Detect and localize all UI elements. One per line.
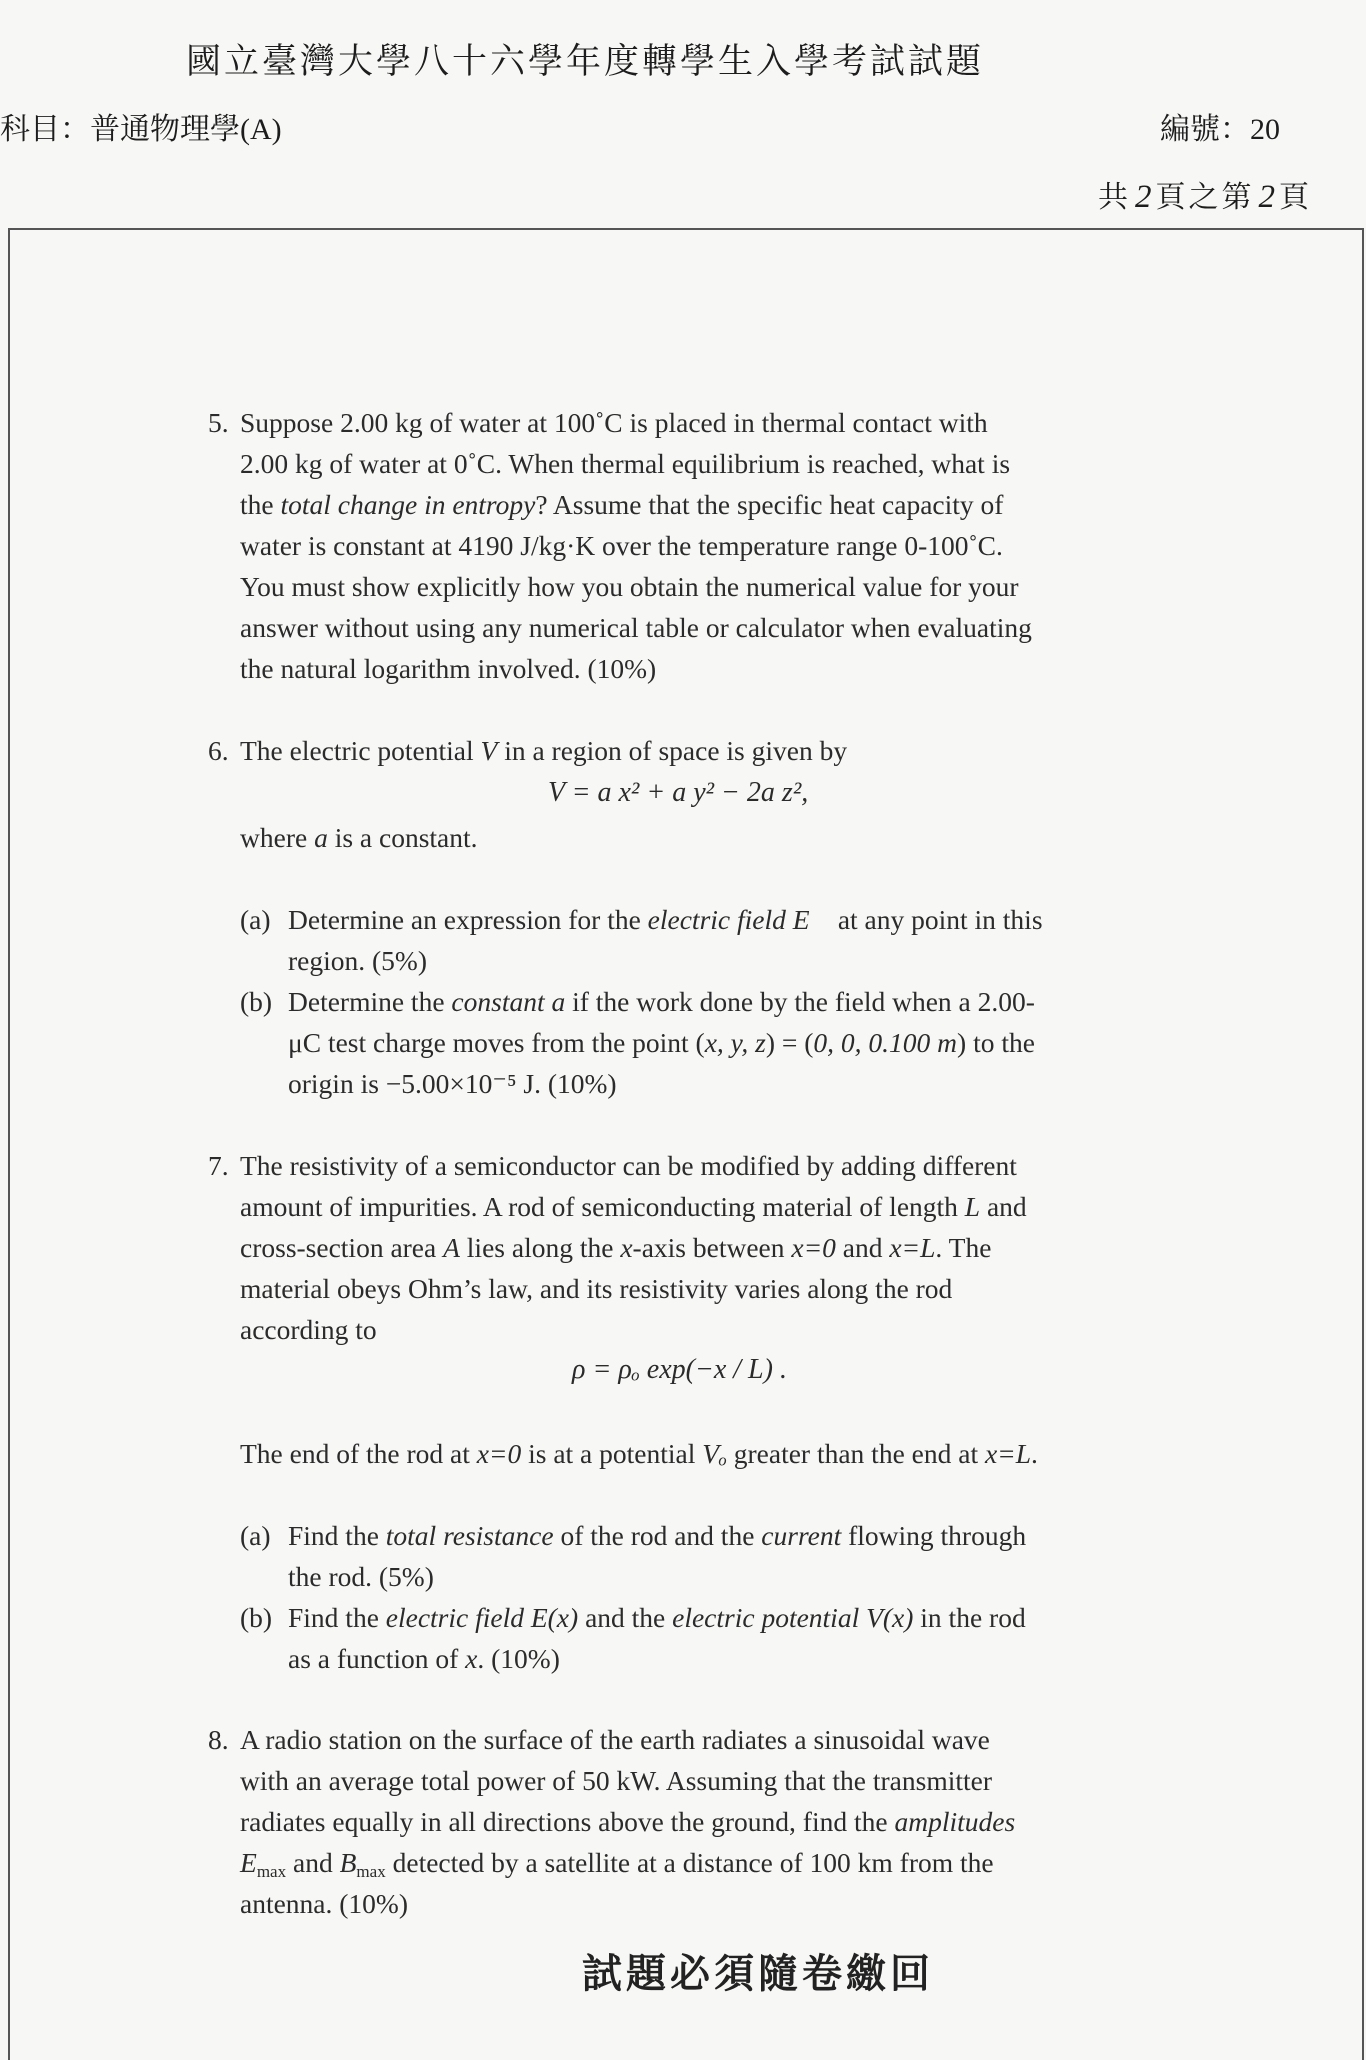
question-6 <box>0 731 1366 1111</box>
variable: B <box>339 1847 357 1878</box>
variable: 0, 0, 0.100 m <box>813 1027 958 1058</box>
question-line: answer without using any numerical table or calculator when evaluating <box>240 612 1032 643</box>
question-line: with an average total power of 50 kW. Assuming that the transmitter <box>240 1765 993 1796</box>
question-line <box>240 1228 991 1269</box>
text: and <box>835 1232 890 1263</box>
text: is at a potential <box>521 1438 703 1469</box>
question-line <box>288 1516 1026 1557</box>
return-notice: 試題必須隨卷繳回 <box>582 1951 934 1996</box>
subscript: max <box>356 1862 386 1882</box>
part-label: (b) <box>240 1602 273 1633</box>
emphasis: constant a <box>451 986 566 1017</box>
question-line <box>240 818 478 859</box>
question-line <box>240 1843 994 1884</box>
pages-suffix: 頁 <box>1279 181 1312 214</box>
question-line: origin is −5.00×10⁻⁵ J. (10%) <box>288 1068 617 1099</box>
text: The end of the rod at <box>240 1438 477 1469</box>
subject-label: 科目：普通物理學(A) <box>0 113 282 146</box>
question-8 <box>0 1720 1366 1930</box>
text: and the <box>578 1602 673 1633</box>
emphasis: current <box>761 1520 842 1551</box>
question-line: The resistivity of a semiconductor can be modified by adding different <box>240 1150 1017 1181</box>
pages-mid: 頁之第 <box>1155 181 1255 214</box>
text: ? <box>535 489 548 520</box>
text: radiates equally in all directions above the ground, find the <box>240 1806 895 1837</box>
text: lies along the <box>459 1232 621 1263</box>
text: ) = ( <box>765 1027 814 1058</box>
text: is a constant. <box>327 822 478 853</box>
page-indicator <box>1098 172 1312 216</box>
part-label: (b) <box>240 986 273 1017</box>
question-line: A radio station on the surface of the earth radiates a sinusoidal wave <box>240 1724 990 1755</box>
text: cross-section area <box>240 1232 444 1263</box>
variable: E <box>240 1847 257 1878</box>
variable: x=0 <box>476 1438 522 1469</box>
text: Find the <box>288 1602 386 1633</box>
question-line <box>288 1023 1035 1064</box>
question-line: water is constant at 4190 J/kg·K over the temperature range 0-100˚C. <box>240 530 1003 561</box>
text: . <box>1031 1438 1038 1469</box>
text: μC test charge moves from the point ( <box>288 1027 705 1058</box>
question-line: Suppose 2.00 kg of water at 100˚C is placed in thermal contact with <box>240 407 988 438</box>
text: Determine the <box>288 986 452 1017</box>
text: detected by a satellite at a distance of 100 km from the <box>385 1847 994 1878</box>
question-line: 2.00 kg of water at 0˚C. When thermal equilibrium is reached, what is <box>240 448 1011 479</box>
emphasis: electric field E(x) <box>385 1602 579 1633</box>
question-line <box>240 1187 1027 1228</box>
text: Find the <box>288 1520 386 1551</box>
part-label: (a) <box>240 904 271 935</box>
variable: x=0 <box>791 1232 836 1263</box>
variable: a <box>314 822 328 853</box>
emphasis: electric field E⃗ <box>647 904 831 935</box>
emphasis: total resistance <box>385 1520 554 1551</box>
question-line <box>288 1639 560 1680</box>
text: in a region of space is given by <box>497 735 848 766</box>
text: at any point in this <box>830 904 1043 935</box>
pages-current: 2 <box>1258 179 1275 215</box>
variable: Vₒ <box>702 1438 727 1469</box>
question-number: 6. <box>208 735 229 766</box>
text: Assume that the specific heat capacity of <box>552 489 1004 520</box>
text: and <box>286 1847 340 1878</box>
question-5 <box>0 403 1366 693</box>
text: amount of impurities. A rod of semiconducting material of length <box>240 1191 965 1222</box>
exam-code: 編號：20 <box>1160 113 1280 146</box>
question-line: region. (5%) <box>288 945 427 976</box>
variable: V <box>480 735 498 766</box>
text: and <box>980 1191 1027 1222</box>
text: greater than the end at <box>726 1438 985 1469</box>
text: where <box>240 822 315 853</box>
question-line <box>288 982 1035 1023</box>
text: the <box>240 489 281 520</box>
variable: x <box>465 1643 478 1674</box>
variable: x <box>620 1232 633 1263</box>
question-line: antenna. (10%) <box>240 1888 408 1919</box>
subscript: max <box>256 1862 287 1882</box>
variable: x=L <box>889 1232 936 1263</box>
question-line <box>240 1802 1015 1843</box>
question-number: 8. <box>208 1724 229 1755</box>
text: of the rod and the <box>553 1520 762 1551</box>
text: flowing through <box>841 1520 1027 1551</box>
question-7 <box>0 1146 1366 1686</box>
question-line: according to <box>240 1314 377 1345</box>
question-number: 5. <box>208 407 229 438</box>
text: in the rod <box>913 1602 1026 1633</box>
pages-total: 2 <box>1135 179 1152 215</box>
text: as a function of <box>288 1643 466 1674</box>
exam-title: 國立臺灣大學八十六學年度轉學生入學考試試題 <box>186 42 985 81</box>
question-line: the rod. (5%) <box>288 1561 434 1592</box>
question-line: material obeys Ohm’s law, and its resistivity varies along the rod <box>240 1273 953 1304</box>
variable: A <box>443 1232 460 1263</box>
question-line <box>240 485 1003 526</box>
question-line <box>288 900 1043 941</box>
text: if the work done by the field when a 2.00- <box>565 986 1035 1017</box>
text: . (10%) <box>477 1643 560 1674</box>
question-number: 7. <box>208 1150 229 1181</box>
emphasis: amplitudes <box>894 1806 1016 1837</box>
question-line: You must show explicitly how you obtain the numerical value for your <box>240 571 1019 602</box>
variable: L <box>964 1191 981 1222</box>
text: . The <box>935 1232 992 1263</box>
question-line <box>288 1598 1026 1639</box>
equation: V = a x² + a y² − 2a z², <box>548 777 809 808</box>
variable: x=L <box>984 1438 1032 1469</box>
text: ) to the <box>957 1027 1035 1058</box>
emphasis: electric potential V(x) <box>672 1602 914 1633</box>
text: Determine an expression for the <box>288 904 648 935</box>
text: The electric potential <box>240 735 481 766</box>
question-line <box>240 1434 1038 1475</box>
variable: x, y, z <box>704 1027 766 1058</box>
equation: ρ = ρₒ exp(−x / L) . <box>572 1354 787 1385</box>
text: -axis between <box>632 1232 792 1263</box>
pages-prefix: 共 <box>1098 181 1131 214</box>
emphasis: total change in entropy <box>280 489 536 520</box>
part-label: (a) <box>240 1520 271 1551</box>
question-line <box>240 731 847 772</box>
question-line: the natural logarithm involved. (10%) <box>240 653 657 684</box>
